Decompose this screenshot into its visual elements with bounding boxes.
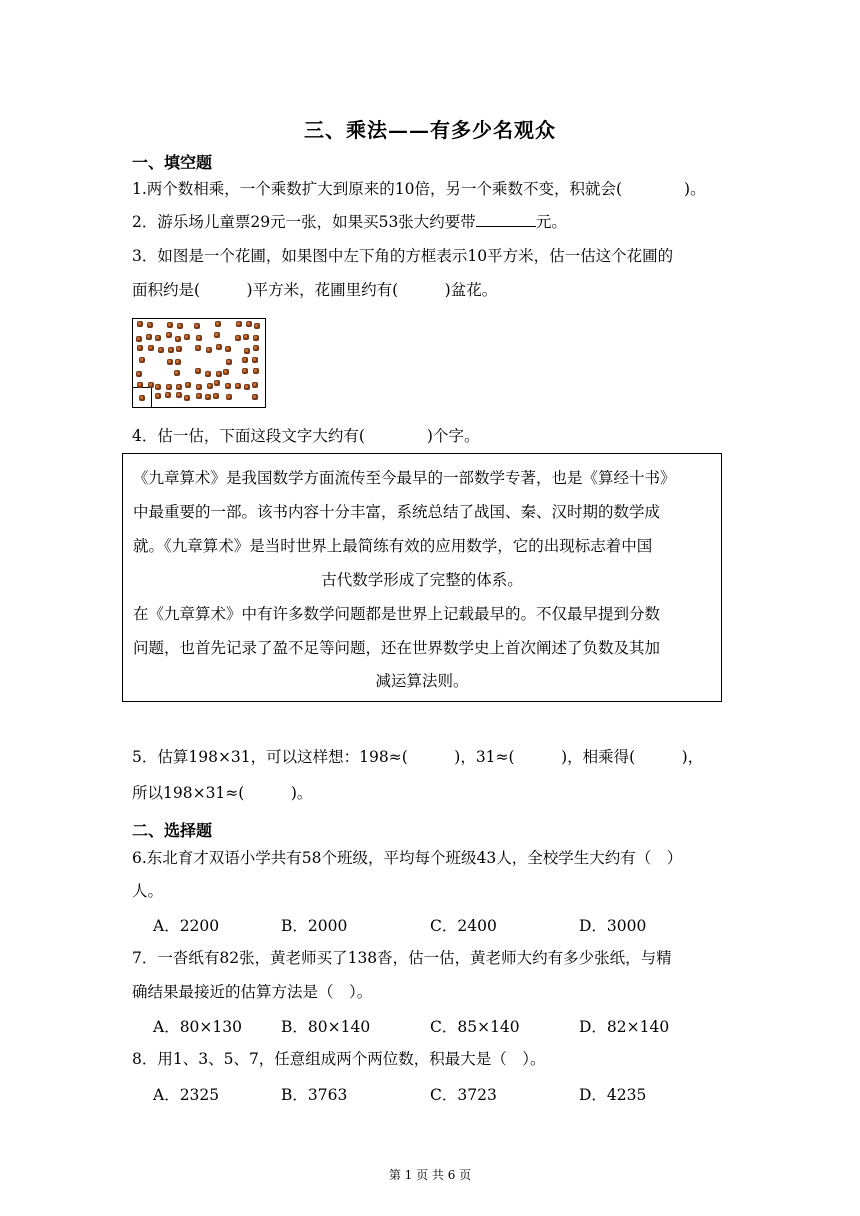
option-a: A．80×130 bbox=[153, 1018, 242, 1036]
flower-pot-icon bbox=[137, 382, 143, 388]
flower-pot-icon bbox=[136, 371, 142, 377]
passage-line: 减运算法则。 bbox=[375, 672, 469, 690]
question-3-line-2: 面积约是( )平方米，花圃里约有( )盆花。 bbox=[132, 281, 498, 299]
flower-pot-icon bbox=[235, 335, 241, 341]
flower-pot-icon bbox=[184, 395, 190, 401]
flower-pot-icon bbox=[139, 357, 145, 363]
flower-pot-icon bbox=[225, 346, 231, 352]
flower-pot-icon bbox=[207, 383, 213, 389]
flower-pot-icon bbox=[226, 359, 232, 365]
answer-blank bbox=[476, 212, 536, 227]
flower-pot-icon bbox=[244, 384, 250, 390]
page-title: 三、乘法——有多少名观众 bbox=[304, 118, 556, 142]
question-7-line-1: 7．一沓纸有82张，黄老师买了138沓，估一估，黄老师大约有多少张纸，与精 bbox=[132, 949, 672, 967]
passage-line: 《九章算术》是我国数学方面流传至今最早的一部数学专著，也是《算经十书》 bbox=[133, 469, 676, 487]
flower-pot-icon bbox=[175, 336, 181, 342]
flower-pot-icon bbox=[213, 393, 219, 399]
flower-pot-icon bbox=[195, 345, 201, 351]
flower-pot-icon bbox=[175, 359, 181, 365]
flower-pot-icon bbox=[166, 332, 172, 338]
flower-pot-icon bbox=[253, 345, 259, 351]
flower-pot-icon bbox=[226, 394, 232, 400]
section-heading-multiple-choice: 二、选择题 bbox=[132, 821, 213, 840]
flower-pot-icon bbox=[252, 394, 258, 400]
flower-pot-icon bbox=[158, 347, 164, 353]
flower-pot-icon bbox=[253, 335, 259, 341]
question-1: 1.两个数相乘，一个乘数扩大到原来的10倍，另一个乘数不变，积就会( )。 bbox=[132, 180, 706, 198]
flower-pot-icon bbox=[174, 370, 180, 376]
flower-pot-icon bbox=[194, 323, 200, 329]
flower-pot-icon bbox=[205, 371, 211, 377]
flower-pot-icon bbox=[196, 335, 202, 341]
option-c: C．3723 bbox=[430, 1086, 497, 1104]
flower-pot-icon bbox=[148, 382, 154, 388]
flower-pot-icon bbox=[184, 334, 190, 340]
flower-pot-icon bbox=[206, 347, 212, 353]
option-d: D．4235 bbox=[579, 1086, 647, 1104]
flower-pot-icon bbox=[147, 322, 153, 328]
flower-pot-icon bbox=[253, 368, 259, 374]
flower-pot-icon bbox=[177, 323, 183, 329]
flower-pot-icon bbox=[223, 369, 229, 375]
option-b: B．3763 bbox=[281, 1086, 348, 1104]
question-7-line-2: 确结果最接近的估算方法是（ ）。 bbox=[132, 983, 373, 1001]
passage-line: 就。《九章算术》是当时世界上最简练有效的应用数学，它的出现标志着中国 bbox=[133, 537, 653, 555]
flower-pot-icon bbox=[246, 321, 252, 327]
question-6-line-2: 人。 bbox=[132, 882, 164, 900]
option-a: A．2200 bbox=[153, 917, 220, 935]
flower-pot-icon bbox=[137, 345, 143, 351]
flower-pot-icon bbox=[139, 395, 145, 401]
flower-pot-icon bbox=[235, 383, 241, 389]
flower-pot-icon bbox=[214, 380, 220, 386]
flower-pot-icon bbox=[252, 357, 258, 363]
flower-pot-icon bbox=[155, 384, 161, 390]
flower-pot-icon bbox=[165, 392, 171, 398]
flower-pot-icon bbox=[214, 332, 220, 338]
question-6-line-1: 6.东北育才双语小学共有58个班级，平均每个班级43人，全校学生大约有（ ） bbox=[132, 849, 683, 867]
flower-pot-icon bbox=[196, 384, 202, 390]
flower-pot-icon bbox=[137, 321, 143, 327]
flower-pot-icon bbox=[155, 335, 161, 341]
option-c: C．2400 bbox=[430, 917, 497, 935]
flower-pot-icon bbox=[196, 393, 202, 399]
question-2 bbox=[132, 211, 567, 233]
option-b: B．80×140 bbox=[281, 1018, 371, 1036]
question-5-line-2: 所以198×31≈( )。 bbox=[132, 784, 313, 802]
question-4: 4．估一估，下面这段文字大约有( )个字。 bbox=[132, 427, 480, 445]
option-c: C．85×140 bbox=[430, 1018, 520, 1036]
flower-pot-icon bbox=[243, 334, 249, 340]
option-d: D．82×140 bbox=[579, 1018, 670, 1036]
flower-garden-figure bbox=[132, 318, 266, 408]
flower-pot-icon bbox=[244, 348, 250, 354]
section-heading-fill-blank: 一、填空题 bbox=[132, 153, 213, 172]
page-footer: 第 1 页 共 6 页 bbox=[388, 1168, 472, 1182]
option-a: A．2325 bbox=[153, 1086, 220, 1104]
question-3-line-1: 3．如图是一个花圃，如果图中左下角的方框表示10平方米，估一估这个花圃的 bbox=[132, 247, 674, 265]
passage-box bbox=[122, 453, 722, 702]
flower-pot-icon bbox=[136, 336, 142, 342]
flower-pot-icon bbox=[242, 368, 248, 374]
flower-pot-icon bbox=[166, 384, 172, 390]
flower-pot-icon bbox=[167, 322, 173, 328]
flower-pot-icon bbox=[195, 368, 201, 374]
option-b: B．2000 bbox=[281, 917, 348, 935]
passage-line: 问题，也首先记录了盈不足等问题，还在世界数学史上首次阐述了负数及其加 bbox=[133, 639, 661, 657]
flower-pot-icon bbox=[185, 382, 191, 388]
question-2-text: 2．游乐场儿童票29元一张，如果买53张大约要带 bbox=[132, 213, 476, 231]
question-2-unit: 元。 bbox=[535, 213, 567, 231]
flower-pot-icon bbox=[176, 392, 182, 398]
flower-pot-icon bbox=[176, 384, 182, 390]
flower-pot-icon bbox=[168, 347, 174, 353]
passage-line: 在《九章算术》中有许多数学问题都是世界上记载最早的。不仅最早提到分数 bbox=[133, 605, 661, 623]
flower-pot-icon bbox=[216, 371, 222, 377]
option-d: D．3000 bbox=[579, 917, 647, 935]
flower-pot-icon bbox=[242, 357, 248, 363]
flower-pot-icon bbox=[146, 334, 152, 340]
question-5-line-1: 5．估算198×31，可以这样想：198≈( )，31≈( )，相乘得( )， bbox=[132, 748, 704, 766]
flower-pot-icon bbox=[236, 321, 242, 327]
flower-pot-icon bbox=[205, 394, 211, 400]
flower-pot-icon bbox=[167, 359, 173, 365]
flower-pot-icon bbox=[252, 382, 258, 388]
passage-line: 中最重要的一部。该书内容十分丰富，系统总结了战国、秦、汉时期的数学成 bbox=[133, 503, 661, 521]
flower-pot-icon bbox=[155, 393, 161, 399]
flower-pot-icon bbox=[176, 346, 182, 352]
passage-line: 古代数学形成了完整的体系。 bbox=[321, 571, 523, 589]
flower-pot-icon bbox=[254, 323, 260, 329]
flower-pot-icon bbox=[216, 344, 222, 350]
flower-pot-icon bbox=[148, 345, 154, 351]
question-8: 8．用1、3、5、7，任意组成两个两位数，积最大是（ ）。 bbox=[132, 1050, 546, 1068]
flower-pot-icon bbox=[225, 383, 231, 389]
flower-pot-icon bbox=[215, 321, 221, 327]
